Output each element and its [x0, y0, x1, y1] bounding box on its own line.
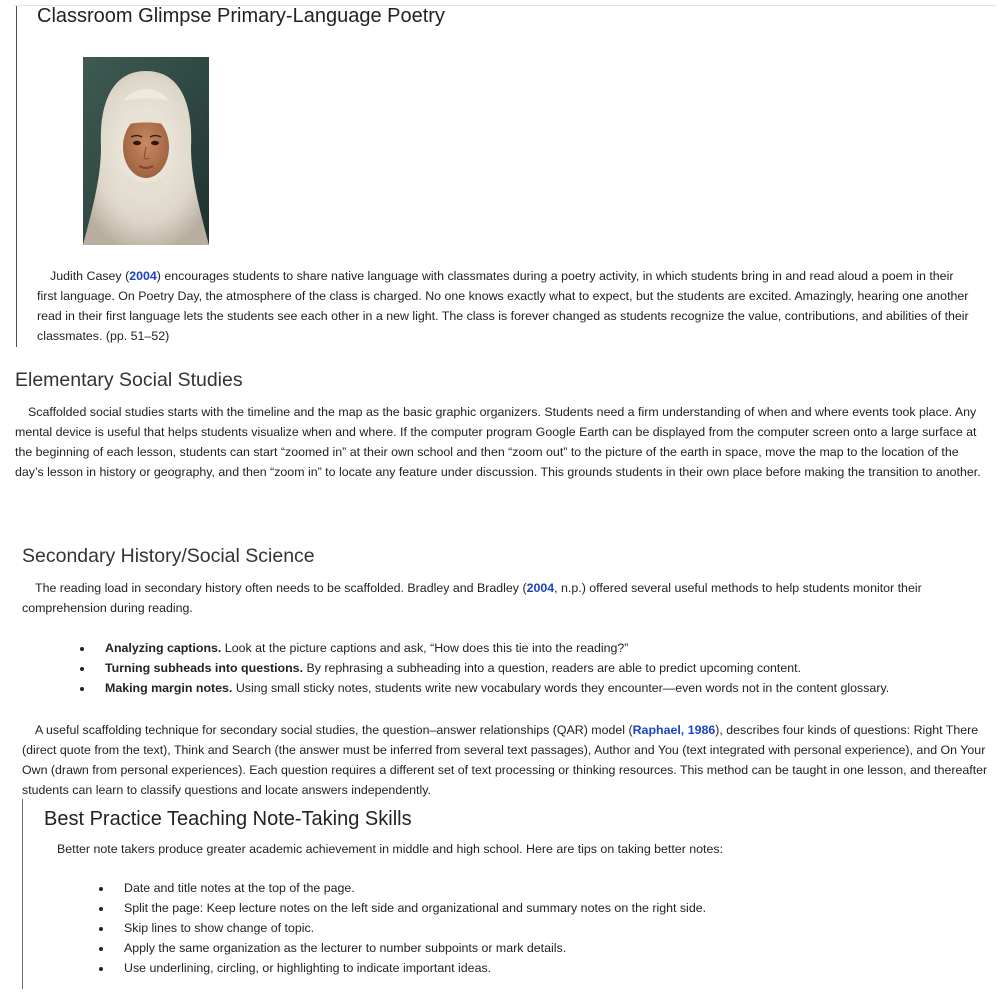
poetry-text-post: ) encourages students to share native language with classmates during a poetry activity, in which students bring in and read aloud a poem in their first language. On Poetry Day, the atmosphere of the class is charged. No one knows exactly what to expect, but the students are excited. Amazingly, hearing one another read in their first language lets the students see each other in a new light. The class is forever changed as students recognize the value, contributions, and abilities of their classmates. (pp. 51–52) [37, 269, 969, 343]
list-item-term: Analyzing captions. [105, 641, 222, 655]
list-item-term: Turning subheads into questions. [105, 661, 304, 675]
secondary-intro-pre: The reading load in secondary history often needs to be scaffolded. Bradley and Bradley ( [35, 581, 527, 595]
list-item: Apply the same organization as the lecturer to number subpoints or mark details. [124, 938, 974, 958]
list-item: Use underlining, circling, or highlighting to indicate important ideas. [124, 958, 974, 978]
feature-box-title: Classroom Glimpse Primary-Language Poetry [37, 5, 445, 27]
comprehension-methods-list [105, 638, 985, 698]
citation-link-casey-2004[interactable]: 2004 [129, 269, 157, 283]
list-item [105, 678, 985, 698]
qar-text-post: ), describes four kinds of questions: Right There (direct quote from the text), Think and Search (the answer must be inferred from several text passages), Author and You (text integrated with personal experience), and On Your Own (drawn from personal experiences). Each question requires a different set of text processing or thinking resources. This method can be taught in one lesson, and thereafter students can learn to classify questions and locate answers independently. [22, 723, 988, 797]
list-item [105, 658, 985, 678]
list-item: Date and title notes at the top of the page. [124, 878, 974, 898]
student-portrait-image [83, 57, 209, 245]
list-item-text: Look at the picture captions and ask, “How does this tie into the reading?” [221, 641, 629, 655]
elementary-paragraph: Scaffolded social studies starts with the timeline and the map as the basic graphic organizers. Students need a firm understanding of when and where events took place. Any mental device is useful that helps students visualize when and where. If the computer program Google Earth can be displayed from the computer screen onto a large surface at the beginning of each lesson, students can start “zoomed in” at their own school and then “zoom out” to the picture of the earth in space, move the map to the location of the day’s lesson in history or geography, and then “zoom in” to locate any feature under discussion. This grounds students in their own place before making the transition to another. [15, 405, 981, 479]
citation-link-raphael-1986[interactable]: Raphael, 1986 [632, 723, 716, 737]
note-taking-tips-list [124, 878, 974, 978]
list-item-text: By rephrasing a subheading into a question, readers are able to predict upcoming content. [303, 661, 802, 675]
qar-paragraph [22, 720, 992, 800]
list-item-text: Using small sticky notes, students write new vocabulary words they encounter—even words not in the content glossary. [232, 681, 890, 695]
poetry-paragraph [37, 266, 972, 346]
list-item-term: Making margin notes. [105, 681, 233, 695]
list-item: Skip lines to show change of topic. [124, 918, 974, 938]
poetry-text-pre: Judith Casey ( [50, 269, 130, 283]
note-taking-intro: Better note takers produce greater academic achievement in middle and high school. Here are tips on taking better notes: [57, 842, 724, 856]
list-item [105, 638, 985, 658]
list-item: Split the page: Keep lecture notes on the left side and organizational and summary notes on the right side. [124, 898, 974, 918]
elementary-heading: Elementary Social Studies [15, 369, 243, 391]
secondary-intro-post: , n.p.) offered several useful methods to help students monitor their comprehension during reading. [22, 581, 922, 615]
secondary-intro-paragraph [22, 578, 987, 618]
citation-link-bradley-2004[interactable]: 2004 [526, 581, 555, 595]
qar-text-pre: A useful scaffolding technique for secondary social studies, the question–answer relationships (QAR) model ( [35, 723, 633, 737]
note-taking-title: Best Practice Teaching Note-Taking Skills [44, 808, 412, 830]
secondary-heading: Secondary History/Social Science [22, 545, 315, 567]
student-photo [83, 57, 209, 245]
